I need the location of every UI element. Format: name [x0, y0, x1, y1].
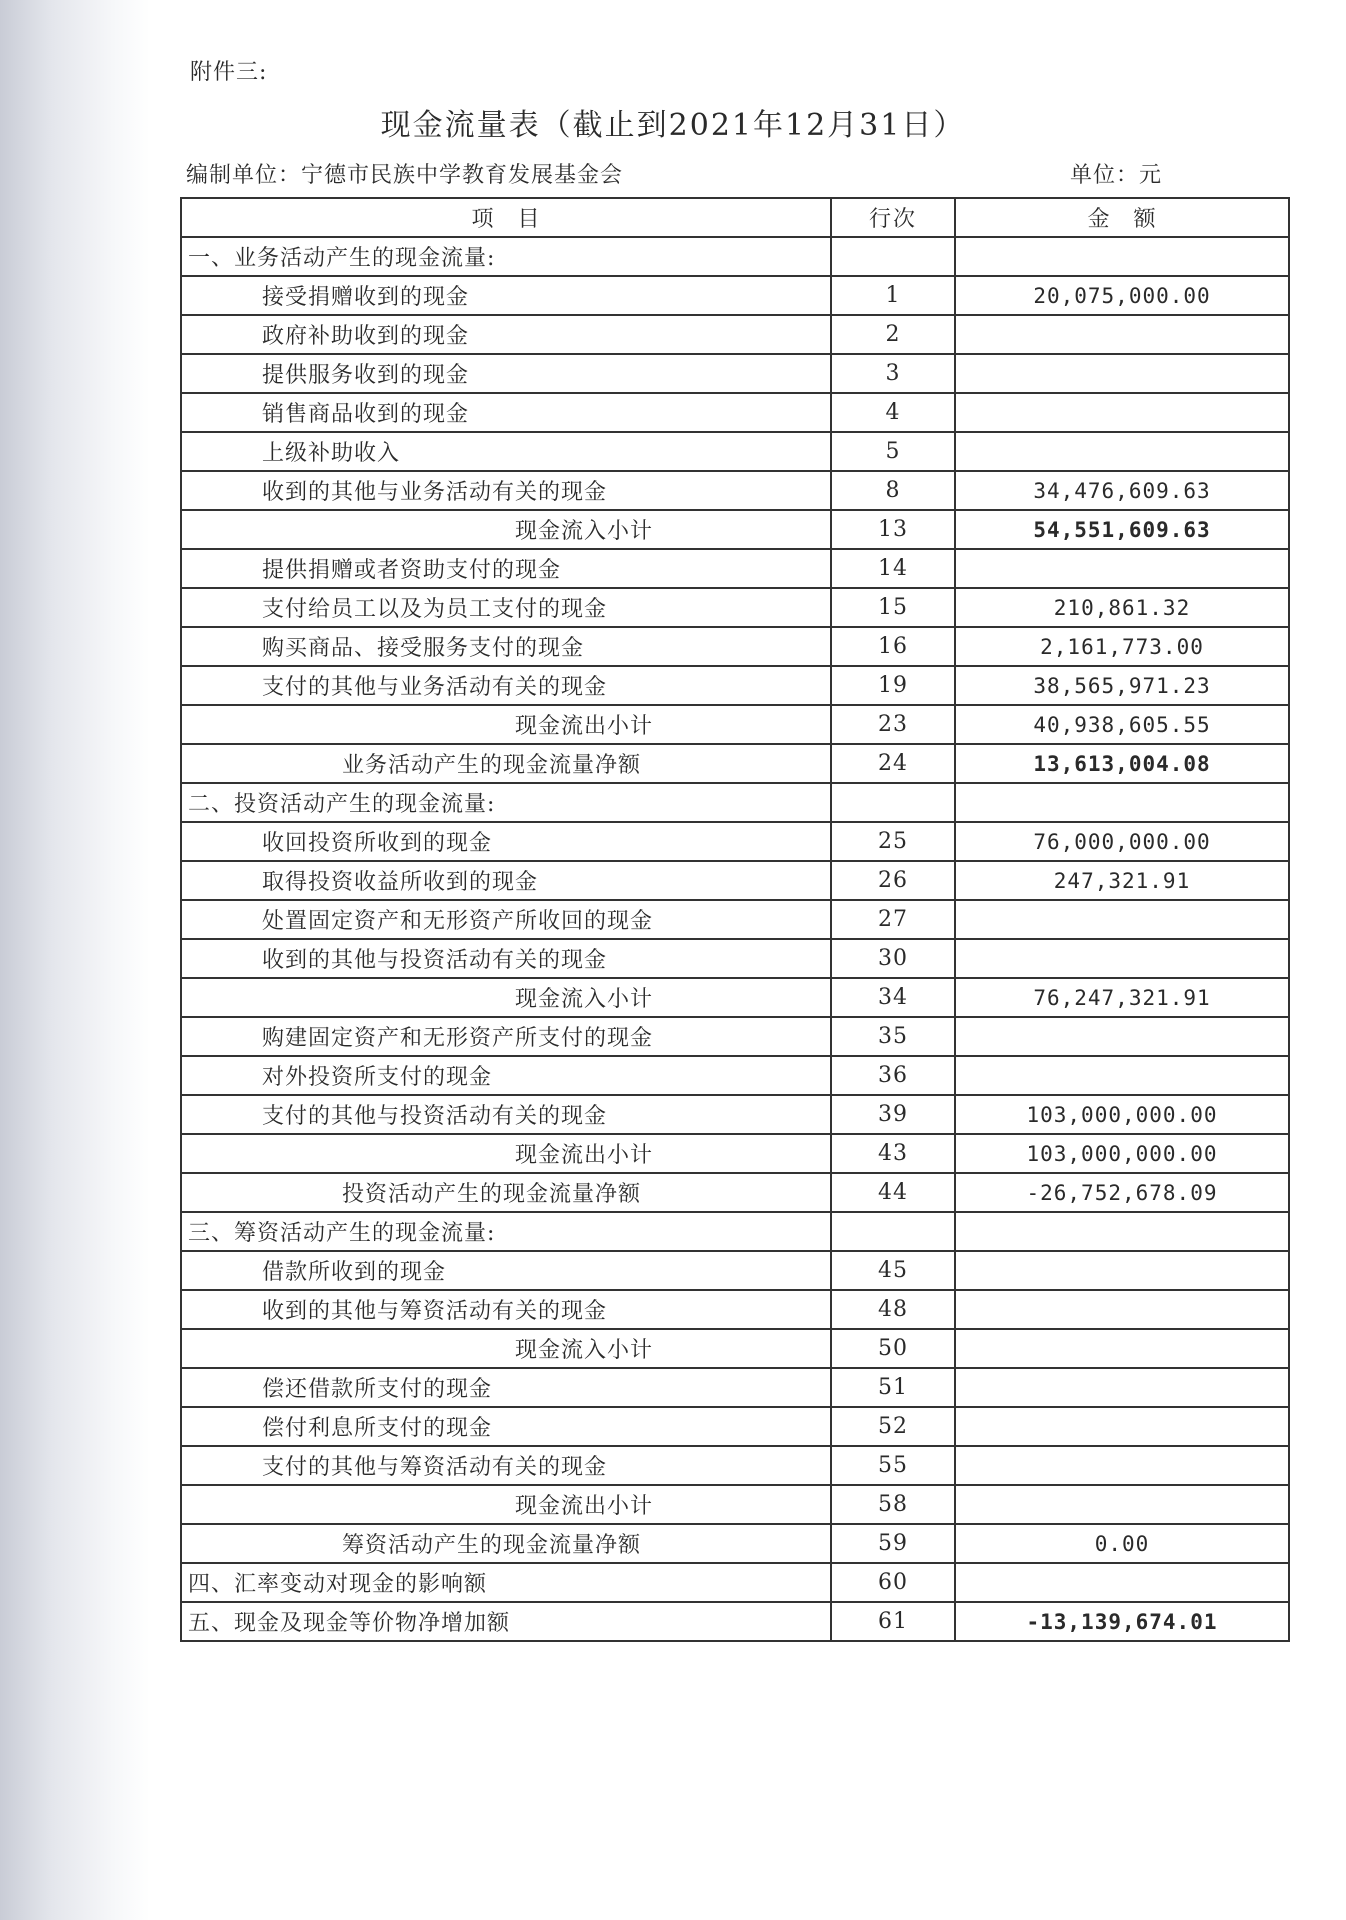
row-label: 现金流出小计: [181, 1134, 831, 1173]
table-row: [181, 822, 1289, 861]
table-row: [181, 1095, 1289, 1134]
table-row: [181, 627, 1289, 666]
row-amount: 0.00: [955, 1524, 1289, 1563]
row-line-number: 2: [831, 315, 955, 354]
row-line-number: 14: [831, 549, 955, 588]
row-amount: [955, 1251, 1289, 1290]
row-line-number: 25: [831, 822, 955, 861]
row-amount: [955, 1485, 1289, 1524]
row-amount: 103,000,000.00: [955, 1134, 1289, 1173]
row-line-number: [831, 1212, 955, 1251]
row-line-number: [831, 237, 955, 276]
row-label: 借款所收到的现金: [181, 1251, 831, 1290]
table-row: [181, 978, 1289, 1017]
attachment-label: 附件三:: [190, 60, 268, 85]
row-line-number: 13: [831, 510, 955, 549]
row-amount: 247,321.91: [955, 861, 1289, 900]
row-amount: [955, 393, 1289, 432]
row-amount: 13,613,004.08: [955, 744, 1289, 783]
row-amount: [955, 315, 1289, 354]
row-label: 现金流入小计: [181, 1329, 831, 1368]
table-row: [181, 1446, 1289, 1485]
row-amount: [955, 1017, 1289, 1056]
row-line-number: 39: [831, 1095, 955, 1134]
row-label: 政府补助收到的现金: [181, 315, 831, 354]
table-row: [181, 1056, 1289, 1095]
row-amount: 76,000,000.00: [955, 822, 1289, 861]
row-label: 销售商品收到的现金: [181, 393, 831, 432]
table-row: [181, 393, 1289, 432]
row-amount: 103,000,000.00: [955, 1095, 1289, 1134]
row-label: 一、业务活动产生的现金流量:: [181, 237, 831, 276]
row-amount: -26,752,678.09: [955, 1173, 1289, 1212]
table-body: [181, 237, 1289, 1641]
row-line-number: 3: [831, 354, 955, 393]
row-line-number: 61: [831, 1602, 955, 1641]
table-row: [181, 1524, 1289, 1563]
row-label: 收回投资所收到的现金: [181, 822, 831, 861]
row-amount: [955, 783, 1289, 822]
row-amount: [955, 1407, 1289, 1446]
row-amount: 40,938,605.55: [955, 705, 1289, 744]
table-row: [181, 783, 1289, 822]
table-header-row: [181, 198, 1289, 237]
table-row: [181, 1329, 1289, 1368]
row-label: 支付给员工以及为员工支付的现金: [181, 588, 831, 627]
row-amount: 38,565,971.23: [955, 666, 1289, 705]
row-label: 偿付利息所支付的现金: [181, 1407, 831, 1446]
compiler-unit: 编制单位：宁德市民族中学教育发展基金会: [186, 163, 624, 188]
row-label: 五、现金及现金等价物净增加额: [181, 1602, 831, 1641]
row-amount: 54,551,609.63: [955, 510, 1289, 549]
table-row: [181, 1485, 1289, 1524]
table-row: [181, 237, 1289, 276]
row-label: 收到的其他与业务活动有关的现金: [181, 471, 831, 510]
row-line-number: 30: [831, 939, 955, 978]
table-row: [181, 315, 1289, 354]
row-amount: [955, 900, 1289, 939]
table-row: [181, 276, 1289, 315]
table-row: [181, 549, 1289, 588]
column-header-item: 项 目: [181, 198, 831, 237]
table-row: [181, 1290, 1289, 1329]
row-amount: [955, 237, 1289, 276]
row-label: 提供服务收到的现金: [181, 354, 831, 393]
row-amount: [955, 1329, 1289, 1368]
row-label: 购建固定资产和无形资产所支付的现金: [181, 1017, 831, 1056]
row-line-number: 16: [831, 627, 955, 666]
row-label: 购买商品、接受服务支付的现金: [181, 627, 831, 666]
row-line-number: 23: [831, 705, 955, 744]
row-line-number: 51: [831, 1368, 955, 1407]
row-line-number: [831, 783, 955, 822]
row-line-number: 15: [831, 588, 955, 627]
table-row: [181, 510, 1289, 549]
table-row: [181, 1134, 1289, 1173]
row-label: 上级补助收入: [181, 432, 831, 471]
table-row: [181, 1212, 1289, 1251]
row-label: 支付的其他与投资活动有关的现金: [181, 1095, 831, 1134]
row-amount: [955, 1056, 1289, 1095]
row-label: 支付的其他与业务活动有关的现金: [181, 666, 831, 705]
row-label: 投资活动产生的现金流量净额: [181, 1173, 831, 1212]
row-label: 接受捐赠收到的现金: [181, 276, 831, 315]
table-row: [181, 666, 1289, 705]
row-label: 取得投资收益所收到的现金: [181, 861, 831, 900]
page-title: 现金流量表（截止到2021年12月31日）: [380, 108, 966, 143]
row-label: 对外投资所支付的现金: [181, 1056, 831, 1095]
table-row: [181, 432, 1289, 471]
column-header-amount: 金 额: [955, 198, 1289, 237]
row-line-number: 1: [831, 276, 955, 315]
row-line-number: 4: [831, 393, 955, 432]
row-amount: 210,861.32: [955, 588, 1289, 627]
table-row: [181, 1368, 1289, 1407]
table-row: [181, 900, 1289, 939]
row-amount: [955, 549, 1289, 588]
row-label: 收到的其他与筹资活动有关的现金: [181, 1290, 831, 1329]
row-amount: 34,476,609.63: [955, 471, 1289, 510]
row-line-number: 8: [831, 471, 955, 510]
row-amount: [955, 939, 1289, 978]
row-label: 现金流入小计: [181, 510, 831, 549]
row-amount: [955, 1290, 1289, 1329]
row-line-number: 55: [831, 1446, 955, 1485]
table-row: [181, 1017, 1289, 1056]
row-line-number: 5: [831, 432, 955, 471]
row-line-number: 44: [831, 1173, 955, 1212]
row-label: 筹资活动产生的现金流量净额: [181, 1524, 831, 1563]
row-label: 收到的其他与投资活动有关的现金: [181, 939, 831, 978]
table-row: [181, 1407, 1289, 1446]
row-label: 现金流出小计: [181, 705, 831, 744]
table-row: [181, 588, 1289, 627]
row-amount: 76,247,321.91: [955, 978, 1289, 1017]
row-label: 提供捐赠或者资助支付的现金: [181, 549, 831, 588]
table-row: [181, 1563, 1289, 1602]
row-label: 业务活动产生的现金流量净额: [181, 744, 831, 783]
table-row: [181, 861, 1289, 900]
table-row: [181, 939, 1289, 978]
cash-flow-table: [180, 197, 1290, 1642]
row-amount: [955, 432, 1289, 471]
row-line-number: 45: [831, 1251, 955, 1290]
row-line-number: 59: [831, 1524, 955, 1563]
row-amount: [955, 1446, 1289, 1485]
row-label: 二、投资活动产生的现金流量:: [181, 783, 831, 822]
row-line-number: 50: [831, 1329, 955, 1368]
row-label: 现金流入小计: [181, 978, 831, 1017]
row-line-number: 35: [831, 1017, 955, 1056]
table-row: [181, 744, 1289, 783]
table-row: [181, 1251, 1289, 1290]
row-line-number: 58: [831, 1485, 955, 1524]
table-row: [181, 354, 1289, 393]
row-label: 现金流出小计: [181, 1485, 831, 1524]
row-amount: 2,161,773.00: [955, 627, 1289, 666]
row-amount: [955, 354, 1289, 393]
scan-edge-shadow: [0, 0, 150, 1920]
row-amount: [955, 1212, 1289, 1251]
row-line-number: 60: [831, 1563, 955, 1602]
row-label: 四、汇率变动对现金的影响额: [181, 1563, 831, 1602]
row-line-number: 26: [831, 861, 955, 900]
row-line-number: 19: [831, 666, 955, 705]
row-amount: 20,075,000.00: [955, 276, 1289, 315]
row-line-number: 24: [831, 744, 955, 783]
row-label: 处置固定资产和无形资产所收回的现金: [181, 900, 831, 939]
row-line-number: 43: [831, 1134, 955, 1173]
row-amount: [955, 1368, 1289, 1407]
row-amount: [955, 1563, 1289, 1602]
table-row: [181, 471, 1289, 510]
table-row: [181, 1173, 1289, 1212]
row-line-number: 34: [831, 978, 955, 1017]
column-header-line: 行次: [831, 198, 955, 237]
row-line-number: 36: [831, 1056, 955, 1095]
row-line-number: 27: [831, 900, 955, 939]
row-line-number: 52: [831, 1407, 955, 1446]
table-row: [181, 705, 1289, 744]
row-amount: -13,139,674.01: [955, 1602, 1289, 1641]
row-label: 偿还借款所支付的现金: [181, 1368, 831, 1407]
currency-unit: 单位：元: [1070, 163, 1163, 188]
row-label: 三、筹资活动产生的现金流量:: [181, 1212, 831, 1251]
row-line-number: 48: [831, 1290, 955, 1329]
table-row: [181, 1602, 1289, 1641]
row-label: 支付的其他与筹资活动有关的现金: [181, 1446, 831, 1485]
